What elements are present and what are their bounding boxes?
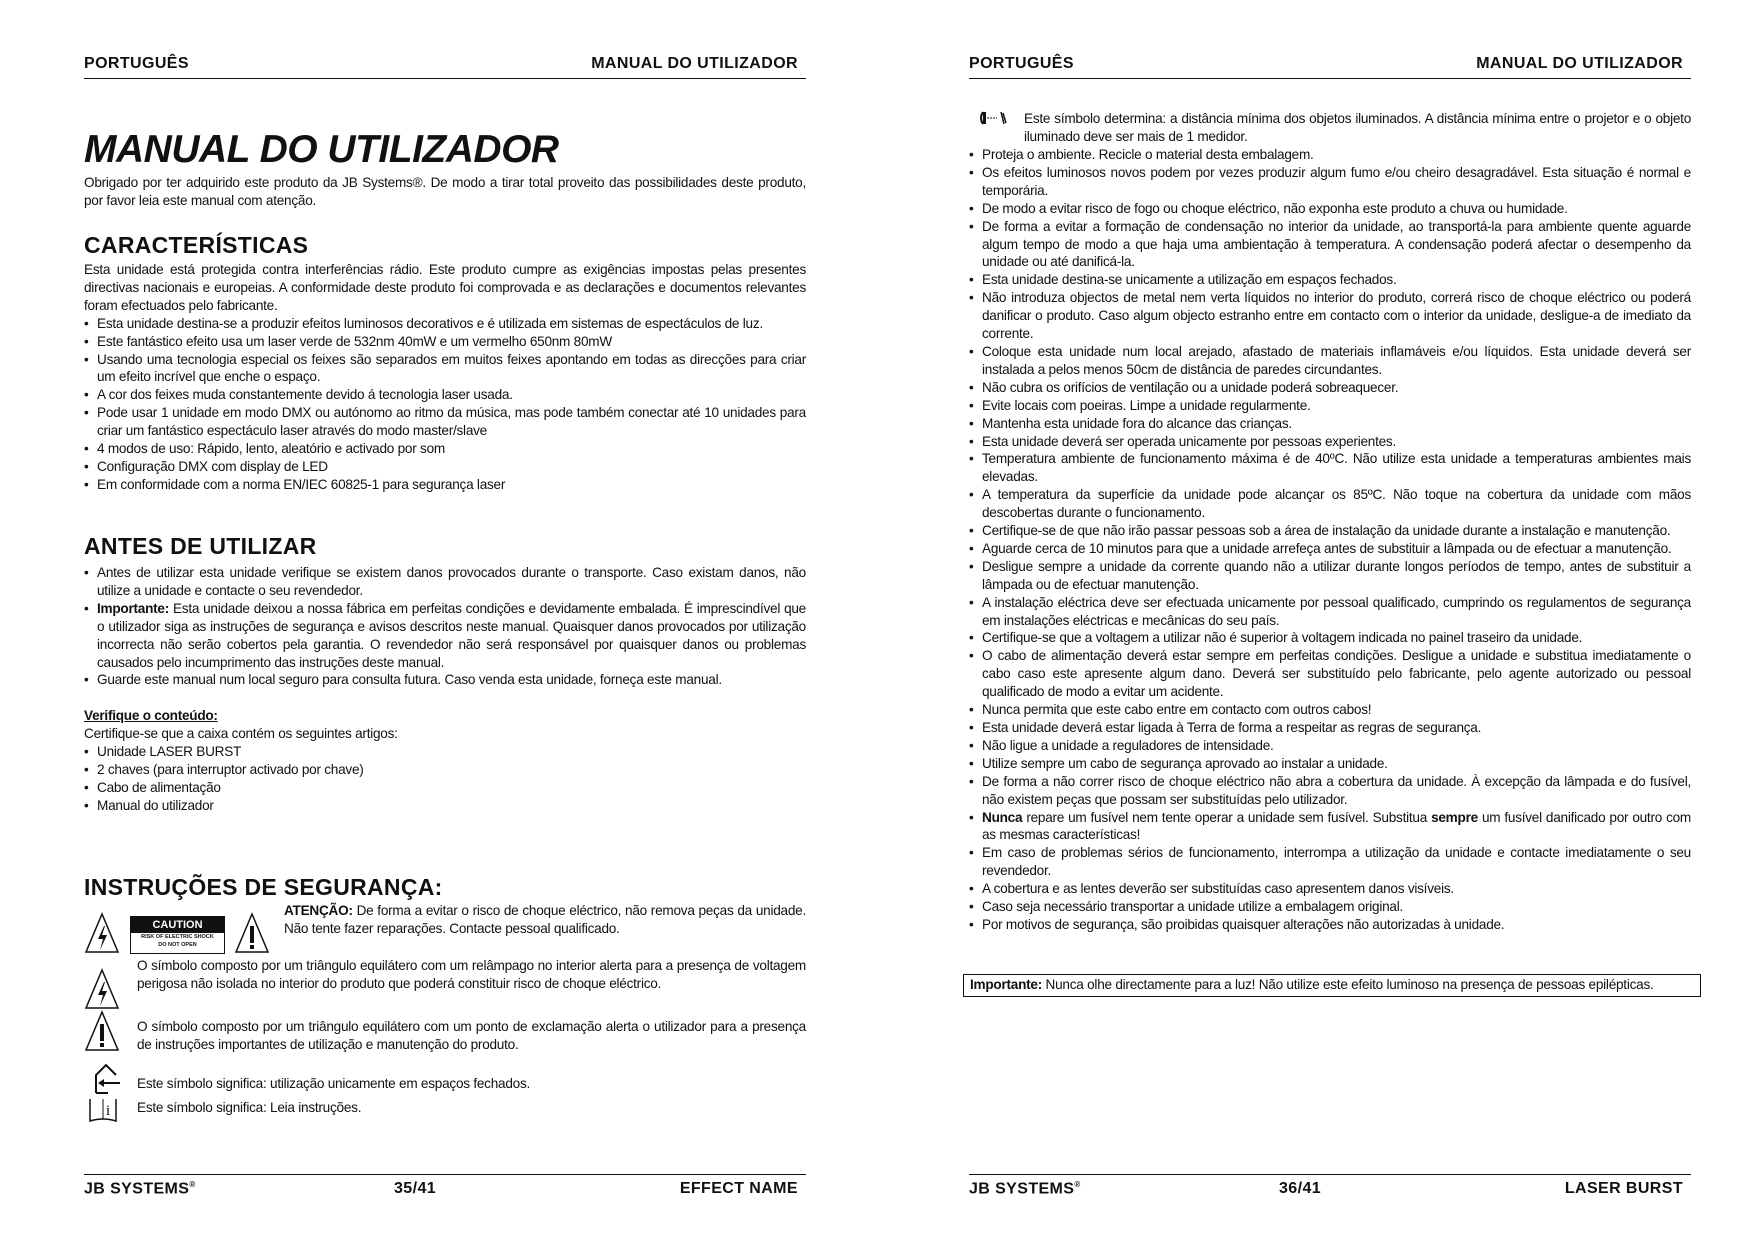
- list-item-text: 4 modos de uso: Rápido, lento, aleatório e activado por som: [97, 441, 445, 457]
- list-item: [969, 916, 1691, 934]
- before-use-section: [84, 564, 806, 815]
- left-page: [84, 0, 806, 1240]
- list-item-text: A cor dos feixes muda constantemente devido á tecnologia laser usada.: [97, 387, 513, 403]
- header-section: MANUAL DO UTILIZADOR: [1476, 55, 1683, 72]
- list-item-text: A cobertura e as lentes deverão ser substituídas caso apresentem danos visíveis.: [982, 881, 1454, 897]
- list-item: [84, 440, 806, 458]
- right-page: [969, 0, 1691, 1240]
- page-number: 36/41: [1279, 1180, 1322, 1197]
- caution-label-text: CAUTION: [131, 917, 224, 933]
- page-footer: [969, 1174, 1691, 1200]
- list-item-text: Esta unidade destina-se a produzir efeitos luminosos decorativos e é utilizada em sistemas de espectáculos de luz.: [97, 315, 763, 331]
- indoor-use-text: Este símbolo significa: utilização unicamente em espaços fechados.: [137, 1076, 531, 1091]
- list-item: [969, 200, 1691, 218]
- intro-paragraph: Obrigado por ter adquirido este produto da JB Systems®. De modo a tirar total proveito das possibilidades deste produto, por favor leia este manual com atenção.: [84, 175, 806, 208]
- header-section: MANUAL DO UTILIZADOR: [591, 55, 798, 72]
- list-item: [84, 404, 806, 440]
- list-item: [84, 315, 806, 333]
- read-instructions-icon: [88, 1096, 118, 1124]
- safety-heading: INSTRUÇÕES DE SEGURANÇA:: [84, 874, 443, 900]
- features-paragraph: Esta unidade está protegida contra interferências rádio. Este produto cumpre as exigências impostas pelas presentes directivas nacionais e europeias. A conformidade deste produto foi comprovada e as declarações e documentos relevantes foram efectuados pelo fabricante.: [84, 262, 806, 313]
- important-text: Nunca olhe directamente para a luz! Não utilize este efeito luminoso na presença de pessoas epilépticas.: [1042, 977, 1654, 992]
- list-item: [969, 486, 1691, 522]
- list-item-text: Manual do utilizador: [97, 797, 214, 813]
- list-item-text: Não cubra os orifícios de ventilação ou a unidade poderá sobreaquecer.: [982, 379, 1399, 395]
- list-item-text: Caso seja necessário transportar a unidade utilize a embalagem original.: [982, 899, 1404, 915]
- footer-brand: [969, 1180, 1081, 1198]
- page-header: [84, 55, 806, 79]
- list-item-text: Temperatura ambiente de funcionamento máxima é de 40ºC. Não utilize esta unidade a temperaturas ambientes mais elevadas.: [982, 451, 1691, 485]
- page-header: [969, 55, 1691, 79]
- list-item-emphasis: Nunca: [982, 809, 1023, 825]
- list-item: [84, 476, 806, 494]
- svg-text:i: i: [106, 1103, 111, 1119]
- list-item: [969, 558, 1691, 594]
- list-item-text: De forma a não correr risco de choque eléctrico não abra a cobertura da unidade. À excepção da lâmpada e do fusível, não existem peças que possam ser substituídas pelo utilizador.: [982, 773, 1691, 807]
- attention-text: De forma a evitar o risco de choque eléctrico, não remova peças da unidade. Não tente fazer reparações. Contacte pessoal qualificado.: [284, 903, 806, 936]
- caution-sub-1: RISK OF ELECTRIC SHOCK: [141, 934, 214, 940]
- list-item: [969, 379, 1691, 397]
- list-item-text: Proteja o ambiente. Recicle o material desta embalagem.: [982, 147, 1314, 162]
- check-contents-list: [84, 743, 806, 815]
- attention-label: ATENÇÃO:: [284, 903, 353, 918]
- caution-sub-2: DO NOT OPEN: [158, 942, 197, 948]
- features-heading: CARACTERÍSTICAS: [84, 232, 309, 258]
- list-item-text: Evite locais com poeiras. Limpe a unidade regularmente.: [982, 397, 1311, 413]
- minimum-distance-text: Este símbolo determina: a distância mínima dos objetos iluminados. A distância mínima entre o projetor e o objeto iluminado deve ser mais de 1 medidor.: [1024, 111, 1691, 144]
- exclamation-symbol-paragraph: O símbolo composto por um triângulo equilátero com um ponto de exclamação alerta o utilizador para a presença de instruções importantes de utilização e manutenção do produto.: [137, 1019, 806, 1052]
- list-item-text: um fusível danificado por outro com as mesmas características!: [982, 809, 1691, 843]
- list-item-text: De modo a evitar risco de fogo ou choque eléctrico, não exponha este produto a chuva ou humidade.: [982, 200, 1568, 216]
- list-item: [969, 594, 1691, 630]
- list-item: [84, 779, 806, 797]
- list-item-text: Esta unidade deixou a nossa fábrica em perfeitas condições e devidamente embalada. É imprescindível que o utilizador siga as instruções de segurança e avisos descritos neste manual. Quaisquer danos provocados por utilização incorrecta não serão cobertos pela garantia. O revendedor não será responsável por quaisquer danos ou problemas causados pelo incumprimento das instruções deste manual.: [97, 600, 806, 670]
- lightning-triangle-icon: [84, 912, 120, 954]
- list-item: [84, 564, 806, 600]
- attention-paragraph: [284, 902, 806, 938]
- list-item: [84, 351, 806, 387]
- list-item-text: Antes de utilizar esta unidade verifique se existem danos provocados durante o transporte. Caso existam danos, não utilize a unidade e contacte o seu revendedor.: [97, 565, 806, 598]
- list-item-text: Usando uma tecnologia especial os feixes são separados em muitos feixes apontando em todas as direcções para criar um efeito incrível que enche o espaço.: [97, 351, 806, 385]
- list-item-text: Guarde este manual num local seguro para consulta futura. Caso venda esta unidade, forneça este manual.: [97, 672, 722, 688]
- list-item-text: Nunca permita que este cabo entre em contacto com outros cabos!: [982, 702, 1372, 718]
- list-item-text: Esta unidade deverá ser operada unicamente por pessoas experientes.: [982, 433, 1396, 449]
- list-item-text: Esta unidade deverá estar ligada à Terra de forma a respeitar as regras de segurança.: [982, 720, 1482, 735]
- before-use-heading: ANTES DE UTILIZAR: [84, 533, 317, 559]
- features-section: [84, 261, 806, 494]
- caution-label-icon: [130, 916, 225, 954]
- header-language: PORTUGUÊS: [84, 55, 189, 72]
- registered-mark: ®: [189, 1180, 196, 1189]
- list-item: [969, 343, 1691, 379]
- list-item: [969, 647, 1691, 701]
- list-item: [84, 386, 806, 404]
- list-item-text: O cabo de alimentação deverá estar sempre em perfeitas condições. Desligue a unidade e substitua imediatamente o cabo caso este apresente algum dano. Deverá ser substituído pelo fabricante, pelo agente autorizado ou pessoal qualificado de modo a evitar um acidente.: [982, 648, 1691, 700]
- safety-list: [969, 146, 1691, 934]
- list-item: [969, 271, 1691, 289]
- page-footer: [84, 1174, 806, 1200]
- list-item: [969, 898, 1691, 916]
- list-item-text: Pode usar 1 unidade em modo DMX ou autónomo ao ritmo da música, mas pode também conectar até 10 unidades para criar um fantástico espectáculo laser através do modo master/slave: [97, 405, 806, 439]
- list-item-text: Coloque esta unidade num local arejado, afastado de materiais inflamáveis e/ou líquidos. Esta unidade deverá ser instalada a pelos menos 50cm de distância de paredes circundantes.: [982, 343, 1691, 377]
- page-number: 35/41: [394, 1180, 437, 1197]
- list-item-text: Não ligue a unidade a reguladores de intensidade.: [982, 737, 1274, 753]
- list-item-text: Cabo de alimentação: [97, 779, 221, 795]
- lightning-symbol-paragraph: O símbolo composto por um triângulo equilátero com um relâmpago no interior alerta para a presença de voltagem perigosa não isolada no interior do produto que poderá constituir risco de choque eléctrico.: [137, 958, 806, 991]
- check-contents-heading: Verifique o conteúdo:: [84, 708, 218, 724]
- list-item-emphasis: sempre: [1431, 809, 1478, 825]
- list-item: [969, 737, 1691, 755]
- list-item: [84, 458, 806, 476]
- important-notice-box: [963, 974, 1701, 997]
- list-item-text: Em conformidade com a norma EN/IEC 60825-1 para segurança laser: [97, 476, 506, 492]
- list-item: [969, 415, 1691, 433]
- list-item-text: Mantenha esta unidade fora do alcance das crianças.: [982, 415, 1292, 431]
- page-title: MANUAL DO UTILIZADOR: [84, 128, 559, 171]
- list-item: [969, 629, 1691, 647]
- list-item: [969, 701, 1691, 719]
- footer-product: EFFECT NAME: [679, 1180, 798, 1197]
- list-item-text: Unidade LASER BURST: [97, 744, 242, 760]
- list-item-text: Os efeitos luminosos novos podem por vezes produzir algum fumo e/ou cheiro desagradável. Esta situação é normal e temporária.: [982, 164, 1691, 198]
- list-item: [969, 146, 1691, 164]
- list-item: [969, 719, 1691, 737]
- list-item: [969, 540, 1691, 558]
- list-item: [969, 809, 1691, 845]
- list-item-text: Esta unidade destina-se unicamente a utilização em espaços fechados.: [982, 272, 1397, 288]
- list-item-text: Certifique-se que a voltagem a utilizar não é superior à voltagem indicada no painel traseiro da unidade.: [982, 630, 1583, 646]
- features-list: [84, 315, 806, 494]
- list-item-text: Desligue sempre a unidade da corrente quando não a utilizar durante longos períodos de tempo, antes de substituir a lâmpada ou de efectuar manutenção.: [982, 558, 1691, 592]
- header-language: PORTUGUÊS: [969, 55, 1074, 72]
- list-item-text: Utilize sempre um cabo de segurança aprovado ao instalar a unidade.: [982, 755, 1388, 771]
- list-item-text: Não introduza objectos de metal nem verta líquidos no interior do produto, correrá risco de choque eléctrico ou poderá danificar o produto. Caso algum objecto estranho entre em contacto com o interior da unidade, desligue-a de imediato da corrente.: [982, 290, 1691, 342]
- exclamation-triangle-icon: [234, 912, 270, 954]
- list-item: [969, 522, 1691, 540]
- list-item-text: Em caso de problemas sérios de funcionamento, interrompa a utilização da unidade e contacte imediatamente o seu revendedor.: [982, 845, 1691, 879]
- footer-product: LASER BURST: [1564, 1180, 1683, 1197]
- before-use-list: [84, 564, 806, 689]
- list-item-text: A temperatura da superfície da unidade pode alcançar os 85ºC. Não toque na cobertura da unidade com mãos descobertas durante o funcionamento.: [982, 487, 1691, 521]
- list-item: [969, 880, 1691, 898]
- list-item: [969, 218, 1691, 272]
- list-item: [969, 773, 1691, 809]
- list-item-text: Configuração DMX com display de LED: [97, 458, 328, 474]
- list-item: [969, 289, 1691, 343]
- list-item-text: Aguarde cerca de 10 minutos para que a unidade arrefeça antes de substituir a lâmpada ou de efectuar a manutenção.: [982, 540, 1672, 556]
- minimum-distance-icon: [977, 110, 1009, 126]
- list-item: [84, 797, 806, 815]
- check-contents-intro: Certifique-se que a caixa contém os seguintes artigos:: [84, 726, 398, 742]
- list-item: [969, 844, 1691, 880]
- list-item-emphasis: Importante:: [97, 600, 170, 616]
- list-item: [969, 433, 1691, 451]
- footer-brand-text: JB SYSTEMS: [969, 1180, 1075, 1198]
- exclamation-triangle-icon: [84, 1010, 120, 1052]
- list-item-text: Por motivos de segurança, são proibidas quaisquer alterações não autorizadas à unidade.: [982, 916, 1505, 932]
- list-item-text: Certifique-se de que não irão passar pessoas sob a área de instalação da unidade durante a instalação e manutenção.: [982, 523, 1671, 539]
- lightning-triangle-icon: [84, 968, 120, 1010]
- list-item: [84, 600, 806, 672]
- list-item: [969, 164, 1691, 200]
- list-item-text: Este fantástico efeito usa um laser verde de 532nm 40mW e um vermelho 650nm 80mW: [97, 333, 612, 349]
- footer-brand: [84, 1180, 196, 1198]
- list-item: [969, 755, 1691, 773]
- indoor-use-icon: [92, 1063, 120, 1095]
- list-item: [969, 450, 1691, 486]
- list-item-text: repare um fusível nem tente operar a unidade sem fusível. Substitua: [1022, 809, 1432, 825]
- list-item-text: 2 chaves (para interruptor activado por chave): [97, 762, 364, 778]
- registered-mark: ®: [1074, 1180, 1081, 1189]
- list-item-text: A instalação eléctrica deve ser efectuada unicamente por pessoal qualificado, cumprindo os regulamentos de segurança em instalações eléctricas e mecânicas do seu país.: [982, 594, 1691, 628]
- list-item: [84, 671, 806, 689]
- read-instructions-text: Este símbolo significa: Leia instruções.: [137, 1100, 362, 1115]
- list-item: [84, 761, 806, 779]
- list-item: [969, 397, 1691, 415]
- list-item: [84, 743, 806, 761]
- list-item-text: De forma a evitar a formação de condensação no interior da unidade, ao transportá-la para ambiente quente aguarde algum tempo de modo a que haja uma ambientação à temperatura. A condensação poderá afectar o desempenho da unidade ou até danificá-la.: [982, 218, 1691, 270]
- important-label: Importante:: [970, 977, 1043, 992]
- footer-brand-text: JB SYSTEMS: [84, 1180, 190, 1198]
- list-item: [84, 333, 806, 351]
